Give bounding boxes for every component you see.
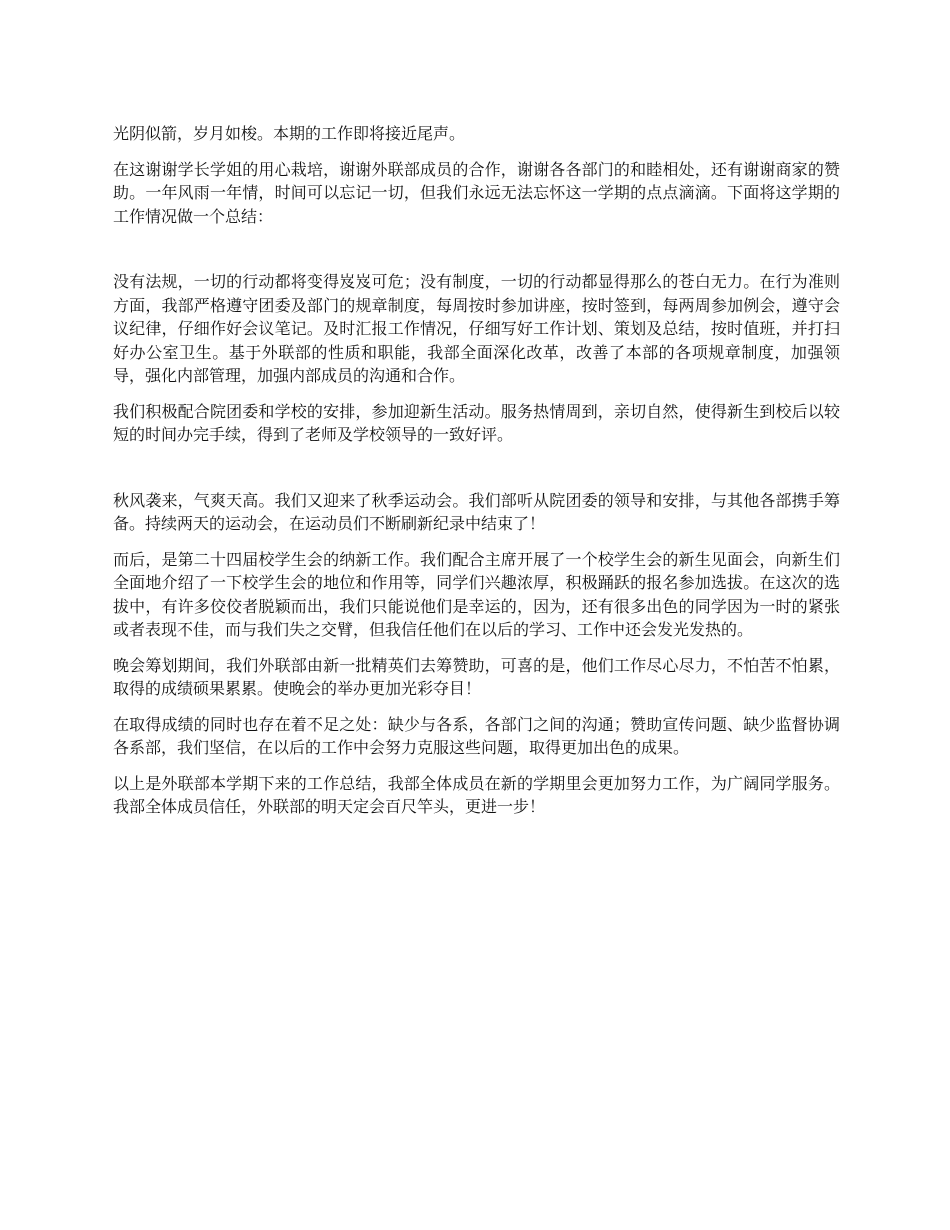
paragraph-shortcomings: 在取得成绩的同时也存在着不足之处：缺少与各系，各部门之间的沟通；赞助宣传问题、缺少监督协调各系部，我们坚信，在以后的工作中会努力克服这些问题，取得更加出色的成果。 [113, 714, 840, 757]
paragraph-conclusion: 以上是外联部本学期下来的工作总结，我部全体成员在新的学期里会更加努力工作，为广阔同学服务。我部全体成员信任，外联部的明天定会百尺竿头，更进一步！ [113, 773, 840, 816]
paragraph-recruitment: 而后，是第二十四届校学生会的纳新工作。我们配合主席开展了一个校学生会的新生见面会，向新生们全面地介绍了一下校学生会的地位和作用等，同学们兴趣浓厚，积极踊跃的报名参加选拔。在这次的选拔中，有许多佼佼者脱颖而出，我们只能说他们是幸运的，因为，还有很多出色的同学因为一时的紧张或者表现不佳，而与我们失之交臂，但我信任他们在以后的学习、工作中还会发光发热的。 [113, 549, 840, 639]
section-gap [113, 459, 840, 489]
document-body [113, 122, 840, 831]
paragraph-rules: 没有法规，一切的行动都将变得岌岌可危；没有制度，一切的行动都显得那么的苍白无力。在行为准则方面，我部严格遵守团委及部门的规章制度，每周按时参加讲座，按时签到，每两周参加例会，遵守会议纪律，仔细作好会议笔记。及时汇报工作情况，仔细写好工作计划、策划及总结，按时值班，并打扫好办公室卫生。基于外联部的性质和职能，我部全面深化改革，改善了本部的各项规章制度，加强领导，强化内部管理，加强内部成员的沟通和合作。 [113, 272, 840, 385]
paragraph-welcome: 我们积极配合院团委和学校的安排，参加迎新生活动。服务热情周到，亲切自然，使得新生到校后以较短的时间办完手续，得到了老师及学校领导的一致好评。 [113, 401, 840, 444]
paragraph-intro: 光阴似箭，岁月如梭。本期的工作即将接近尾声。 [113, 124, 466, 143]
paragraph-thanks: 在这谢谢学长学姐的用心栽培，谢谢外联部成员的合作，谢谢各各部门的和睦相处，还有谢谢商家的赞助。一年风雨一年情，时间可以忘记一切，但我们永远无法忘怀这一学期的点点滴滴。下面将这学期的工作情况做一个总结： [113, 159, 840, 226]
paragraph-sports-meet: 秋风袭来，气爽天高。我们又迎来了秋季运动会。我们部听从院团委的领导和安排，与其他各部携手筹备。持续两天的运动会，在运动员们不断刷新纪录中结束了！ [113, 490, 840, 533]
section-gap [113, 240, 840, 270]
paragraph-gala: 晚会筹划期间，我们外联部由新一批精英们去筹赞助，可喜的是，他们工作尽心尽力，不怕苦不怕累，取得的成绩硕果累累。使晚会的举办更加光彩夺目！ [113, 655, 840, 698]
